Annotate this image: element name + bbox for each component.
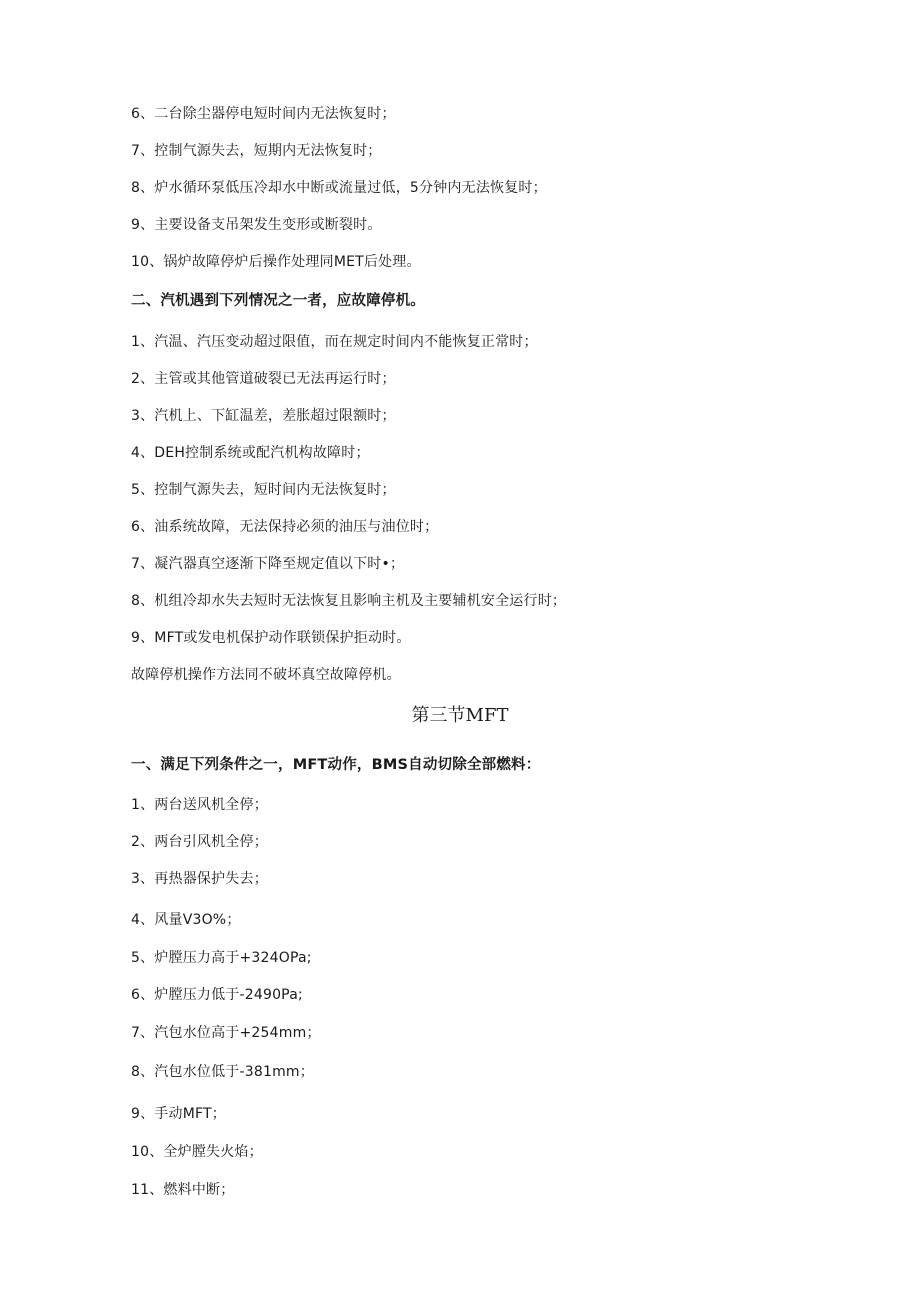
list-item: 6、二台除尘器停电短时间内无法恢复时； [131, 106, 396, 122]
list-item: 9、手动MFT； [131, 1106, 226, 1122]
list-item: 3、汽机上、下缸温差，差胀超过限额时； [131, 408, 396, 424]
list-item: 6、炉膛压力低于-2490Pa; [131, 987, 303, 1003]
list-item: 1、汽温、汽压变动超过限值，而在规定时间内不能恢复正常时； [131, 334, 538, 350]
list-item: 7、汽包水位高于+254mm； [131, 1025, 321, 1041]
list-item: 8、炉水循环泵低压冷却水中断或流量过低，5分钟内无法恢复时； [131, 180, 547, 196]
list-item: 6、油系统故障，无法保持必须的油压与油位时； [131, 519, 439, 535]
list-item: 2、两台引风机全停； [131, 834, 268, 850]
list-item: 11、燃料中断； [131, 1182, 235, 1198]
list-item: 8、机组冷却水失去短时无法恢复且影响主机及主要辅机安全运行时； [131, 593, 567, 609]
list-item: 5、控制气源失去，短时间内无法恢复时； [131, 482, 396, 498]
list-item: 5、炉膛压力高于+324OPa; [131, 950, 312, 966]
list-item: 10、锅炉故障停炉后操作处理同MET后处理。 [131, 254, 421, 270]
list-item: 3、再热器保护失去； [131, 871, 268, 887]
list-item: 2、主管或其他管道破裂已无法再运行时； [131, 371, 396, 387]
turbine-heading: 二、汽机遇到下列情况之一者，应故障停机。 [131, 293, 425, 309]
paragraph: 故障停机操作方法同不破坏真空故障停机。 [131, 667, 401, 683]
list-item: 8、汽包水位低于-381mm； [131, 1064, 314, 1080]
list-item: 7、控制气源失去，短期内无法恢复时； [131, 143, 382, 159]
list-item: 10、全炉膛失火焰； [131, 1144, 263, 1160]
list-item: 4、DEH控制系统或配汽机构故障时； [131, 445, 370, 461]
mft-heading: 一、满足下列条件之一，MFT动作，BMS自动切除全部燃料： [131, 757, 541, 773]
list-item: 4、风量V3O%； [131, 912, 241, 928]
list-item: 7、凝汽器真空逐渐下降至规定值以下时•； [131, 556, 405, 572]
section-title: 第三节MFT [411, 705, 509, 726]
list-item: 9、主要设备支吊架发生变形或断裂时。 [131, 217, 382, 233]
list-item: 1、两台送风机全停； [131, 797, 268, 813]
list-item: 9、MFT或发电机保护动作联锁保护拒动时。 [131, 630, 411, 646]
